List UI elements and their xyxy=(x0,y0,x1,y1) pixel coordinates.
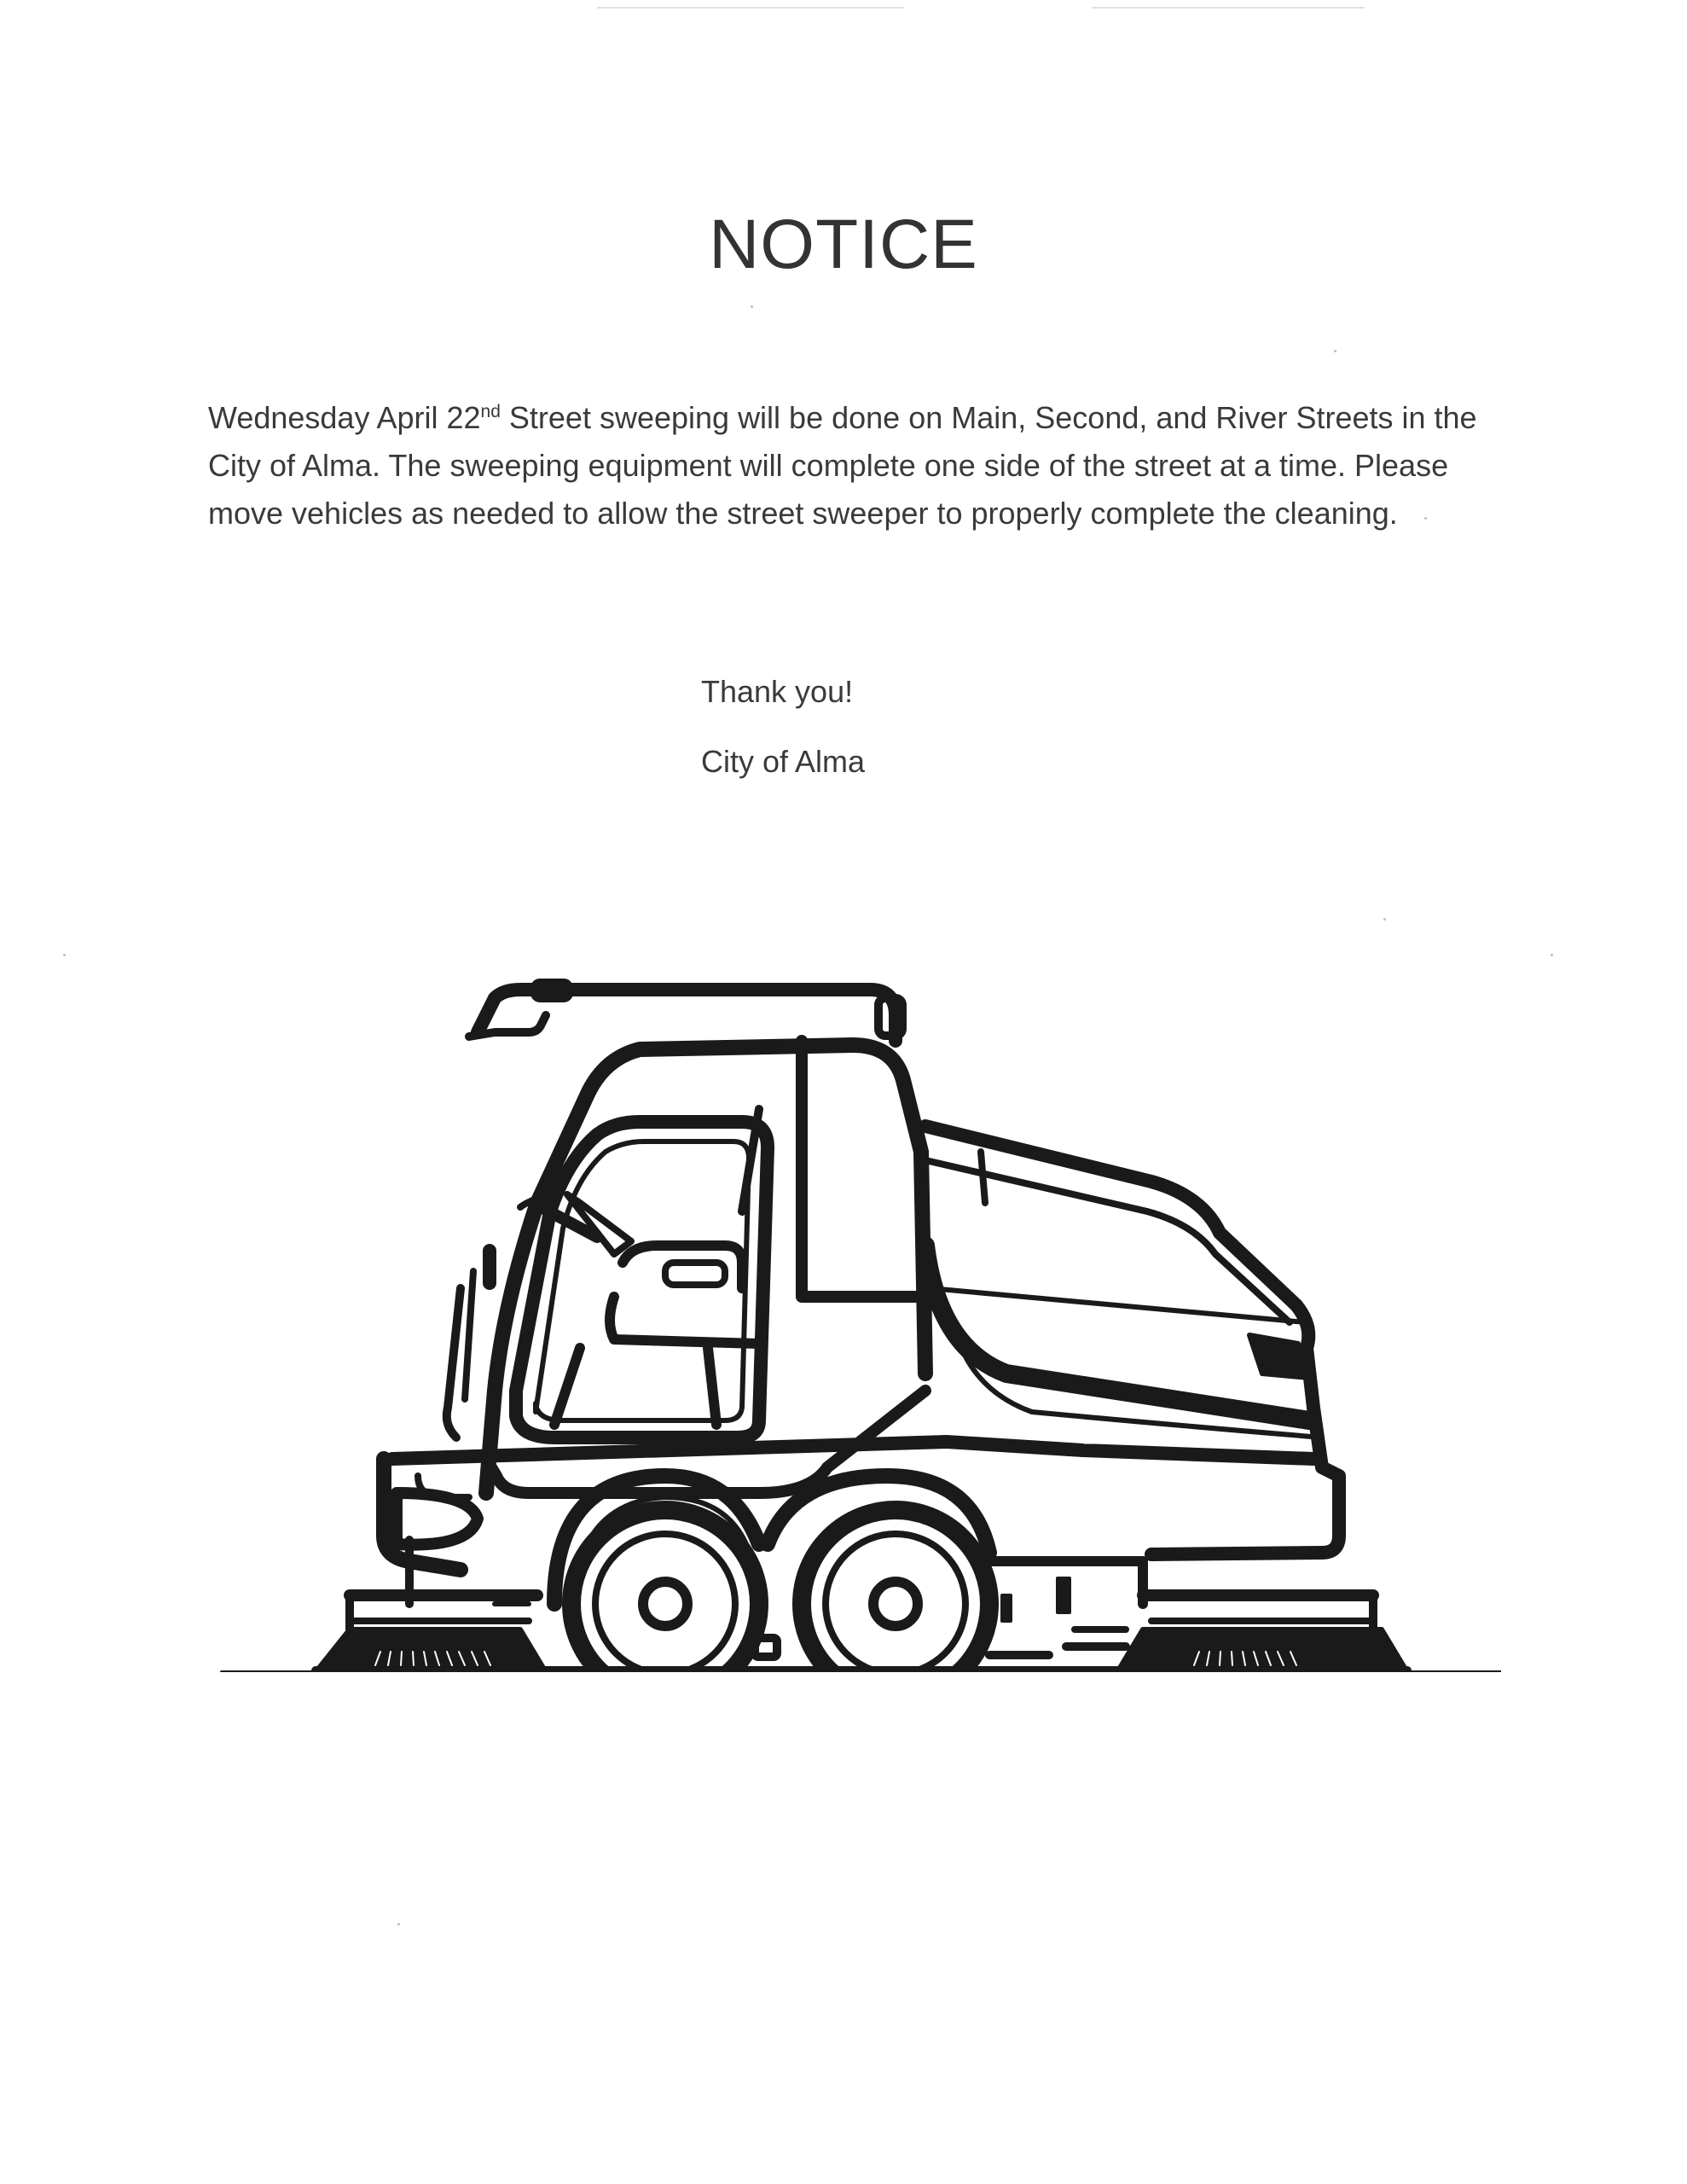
scan-speck xyxy=(1383,918,1386,921)
scan-speck xyxy=(751,305,753,308)
notice-body xyxy=(208,394,1487,537)
scan-speck xyxy=(1334,350,1336,352)
notice-date: Wednesday April 22 xyxy=(208,400,481,435)
street-sweeper-icon xyxy=(213,947,1501,1672)
scan-speck xyxy=(397,1923,400,1926)
scan-speck xyxy=(1424,517,1427,520)
scan-speck xyxy=(63,954,66,956)
signature: City of Alma xyxy=(701,744,866,779)
scan-artifact xyxy=(1092,7,1365,9)
scan-speck xyxy=(1551,954,1553,956)
date-ordinal-suffix: nd xyxy=(480,402,501,421)
notice-message: Street sweeping will be done on Main, Second, and River Streets in the City of Alma. The sweeping equipment will complete one side of the street at a time. Please move vehicles as needed to allow the street sweeper to properly complete the cleaning. xyxy=(208,400,1477,531)
closing-thanks: Thank you! xyxy=(701,674,854,709)
notice-title: NOTICE xyxy=(709,206,978,283)
scan-artifact xyxy=(597,7,904,9)
